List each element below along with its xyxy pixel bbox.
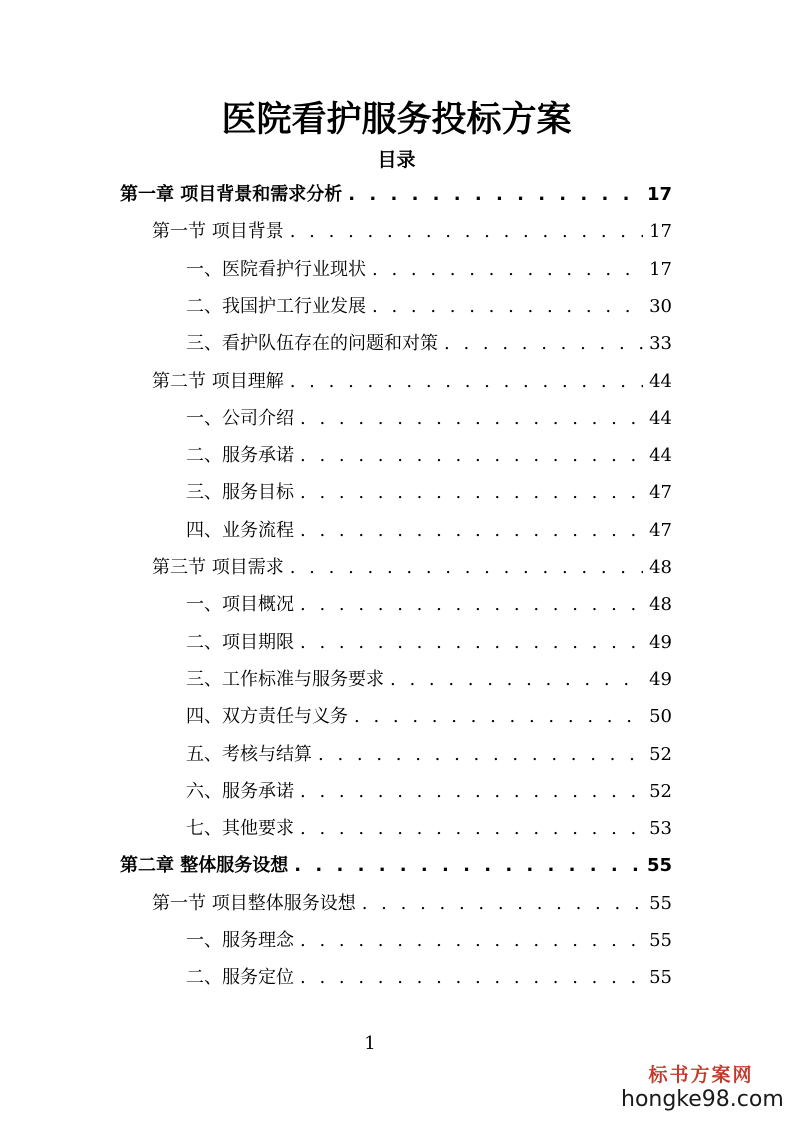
toc-entry-level-3 [186, 329, 672, 359]
toc-dot-leader [300, 632, 643, 653]
toc-entry-label: 第一节 项目背景 [152, 221, 284, 243]
toc-entry-page: 52 [649, 780, 672, 802]
document-title: 医院看护服务投标方案 [221, 100, 572, 140]
toc-dot-leader [300, 818, 643, 839]
toc-dot-leader [294, 855, 641, 876]
toc-entry-level-3 [186, 441, 672, 471]
toc-entry-label: 一、服务理念 [186, 930, 294, 951]
toc-dot-leader [390, 669, 643, 690]
toc-dot-leader [300, 445, 643, 466]
toc-entry-level-1 [120, 851, 672, 881]
toc-dot-leader [318, 744, 643, 765]
toc-entry-label: 一、公司介绍 [186, 407, 294, 429]
toc-entry-level-3 [186, 963, 672, 993]
toc-entry-label: 二、我国护工行业发展 [186, 295, 366, 317]
toc-entry-page: 47 [649, 519, 672, 541]
toc-entry-level-3 [186, 814, 672, 844]
watermark-site-url: hongke98.com [621, 1087, 784, 1112]
toc-entry-page: 17 [646, 184, 672, 205]
toc-entry-label: 三、看护队伍存在的问题和对策 [186, 333, 438, 355]
toc-entry-level-3 [186, 740, 672, 770]
toc-entry-page: 17 [649, 258, 672, 280]
toc-dot-leader [444, 333, 643, 354]
toc-entry-page: 53 [649, 818, 672, 840]
toc-dot-leader [354, 706, 643, 727]
toc-dot-leader [300, 967, 643, 988]
toc-entry-page: 44 [649, 370, 672, 392]
toc-entry-page: 48 [649, 594, 672, 616]
toc-entry-label: 第二章 整体服务设想 [120, 855, 289, 877]
toc-entry-level-3 [186, 926, 672, 956]
toc-dot-leader [300, 781, 643, 802]
toc-dot-leader [348, 184, 641, 205]
toc-entry-level-3 [186, 292, 672, 322]
toc-entry-page: 55 [649, 892, 672, 914]
toc-entry-page: 55 [649, 967, 672, 989]
toc-entry-level-2 [152, 553, 672, 583]
toc-entry-level-2 [152, 217, 672, 247]
toc-entry-level-1 [120, 180, 672, 210]
toc-entry-page: 44 [649, 407, 672, 429]
toc-entry-label: 六、服务承诺 [186, 780, 294, 802]
toc-entry-page: 17 [649, 221, 672, 243]
toc-entry-label: 一、医院看护行业现状 [186, 258, 366, 280]
toc-entry-level-2 [152, 367, 672, 397]
toc-entry-label: 二、服务承诺 [186, 445, 294, 467]
toc-entry-label: 第三节 项目需求 [152, 557, 284, 578]
toc-entry-label: 一、项目概况 [186, 594, 294, 616]
toc-dot-leader [300, 594, 643, 615]
toc-entry-label: 二、服务定位 [186, 967, 294, 989]
toc-entry-level-3 [186, 516, 672, 546]
toc-entry-level-3 [186, 628, 672, 658]
toc-dot-leader [300, 408, 643, 429]
toc-dot-leader [290, 221, 643, 242]
toc-entry-page: 55 [649, 930, 672, 951]
toc-entry-page: 50 [649, 706, 672, 728]
toc-entry-level-2 [152, 889, 672, 919]
toc-entry-level-3 [186, 777, 672, 807]
toc-entry-label: 四、业务流程 [186, 519, 294, 541]
toc-entry-level-3 [186, 255, 672, 285]
toc-dot-leader [372, 296, 643, 317]
toc-entry-label: 三、服务目标 [186, 482, 294, 504]
toc-entry-page: 49 [649, 631, 672, 653]
watermark-site-name: 标书方案网 [648, 1064, 754, 1086]
toc-entry-label: 七、其他要求 [186, 818, 294, 840]
toc-entry-page: 49 [649, 668, 672, 690]
page-number: 1 [364, 1033, 376, 1054]
toc-heading: 目录 [377, 149, 416, 171]
toc-dot-leader [300, 482, 643, 503]
toc-dot-leader [362, 893, 643, 914]
toc-entry-level-3 [186, 478, 672, 508]
toc-entry-page: 47 [649, 482, 672, 504]
toc-entry-label: 二、项目期限 [186, 631, 294, 653]
toc-entry-label: 第一章 项目背景和需求分析 [120, 184, 343, 205]
toc-entry-label: 五、考核与结算 [186, 743, 312, 765]
toc-dot-leader [300, 520, 643, 541]
toc-entry-label: 第一节 项目整体服务设想 [152, 892, 356, 914]
toc-entry-level-3 [186, 665, 672, 695]
toc-entry-page: 52 [649, 743, 672, 765]
toc-entry-label: 三、工作标准与服务要求 [186, 668, 384, 690]
toc-entry-page: 44 [649, 445, 672, 467]
toc-entry-page: 55 [646, 855, 672, 877]
toc-entry-level-3 [186, 404, 672, 434]
toc-entry-page: 33 [649, 333, 672, 355]
toc-entry-level-3 [186, 590, 672, 620]
toc-entry-page: 48 [649, 557, 672, 578]
toc-entry-level-3 [186, 702, 672, 732]
toc-dot-leader [290, 557, 643, 578]
toc-dot-leader [372, 259, 643, 280]
toc-entry-label: 四、双方责任与义务 [186, 706, 348, 728]
site-watermark [621, 1060, 784, 1112]
toc-entry-label: 第二节 项目理解 [152, 370, 284, 392]
toc-dot-leader [300, 930, 643, 951]
toc-entry-page: 30 [649, 295, 672, 317]
toc-dot-leader [290, 371, 643, 392]
